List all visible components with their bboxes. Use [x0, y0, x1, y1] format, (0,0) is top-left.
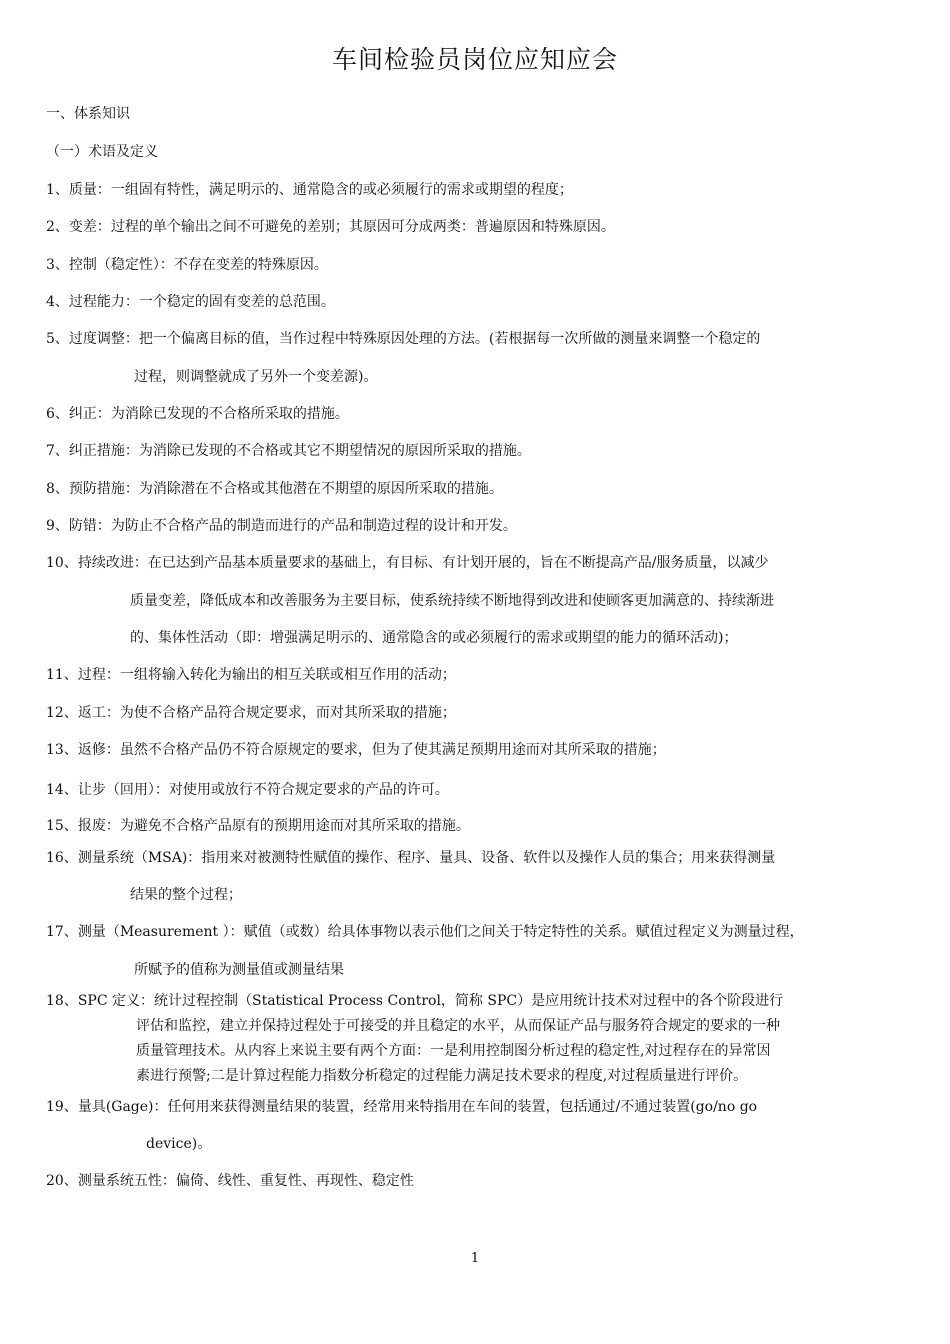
list-item: 11、过程：一组将输入转化为输出的相互关联或相互作用的活动； — [46, 667, 456, 683]
list-item: 19、量具(Gage)：任何用来获得测量结果的装置，经常用来特指用在车间的装置，包括通过/不通过装置(go/no go — [46, 1099, 758, 1115]
list-item-continuation: 素进行预警;二是计算过程能力指数分析稳定的过程能力满足技术要求的程度,对过程质量进行评价。 — [136, 1068, 748, 1084]
list-item: 13、返修：虽然不合格产品仍不符合原规定的要求，但为了使其满足预期用途而对其所采取的措施； — [46, 742, 666, 758]
list-item: 5、过度调整：把一个偏离目标的值，当作过程中特殊原因处理的方法。(若根据每一次所做的测量来调整一个稳定的 — [46, 331, 761, 347]
section-heading: 一、体系知识 — [46, 106, 130, 122]
list-item-continuation: 过程，则调整就成了另外一个变差源)。 — [134, 369, 378, 385]
list-item: 12、返工：为使不合格产品符合规定要求，而对其所采取的措施； — [46, 705, 456, 721]
list-item: 4、过程能力：一个稳定的固有变差的总范围。 — [46, 294, 335, 310]
list-item-continuation: 质量管理技术。从内容上来说主要有两个方面：一是利用控制图分析过程的稳定性,对过程存在的异常因 — [136, 1043, 771, 1059]
list-item-continuation: 评估和监控，建立并保持过程处于可接受的并且稳定的水平，从而保证产品与服务符合规定的要求的一种 — [136, 1018, 780, 1034]
list-item: 6、纠正：为消除已发现的不合格所采取的措施。 — [46, 406, 349, 422]
document-title: 车间检验员岗位应知应会 — [331, 45, 618, 74]
list-item: 16、测量系统（MSA)：指用来对被测特性赋值的操作、程序、量具、设备、软件以及操作人员的集合；用来获得测量 — [46, 850, 776, 866]
list-item: 10、持续改进：在已达到产品基本质量要求的基础上，有目标、有计划开展的，旨在不断提高产品/服务质量，以减少 — [46, 555, 769, 571]
list-item-continuation: 结果的整个过程； — [130, 887, 242, 903]
list-item: 17、测量（Measurement ）：赋值（或数）给具体事物以表示他们之间关于特定特性的关系。赋值过程定义为测量过程， — [46, 924, 804, 940]
list-item: 8、预防措施：为消除潜在不合格或其他潜在不期望的原因所采取的措施。 — [46, 481, 503, 497]
list-item-continuation: 的、集体性活动（即：增强满足明示的、通常隐含的或必须履行的需求或期望的能力的循环活动)； — [130, 630, 738, 646]
list-item-continuation: device)。 — [146, 1136, 212, 1152]
page-number: 1 — [470, 1251, 480, 1266]
list-item: 18、SPC 定义：统计过程控制（Statistical Process Control，简称 SPC）是应用统计技术对过程中的各个阶段进行 — [46, 993, 784, 1009]
list-item: 14、让步（回用）：对使用或放行不符合规定要求的产品的许可。 — [46, 782, 449, 798]
list-item-continuation: 质量变差，降低成本和改善服务为主要目标，使系统持续不断地得到改进和使顾客更加满意的、持续渐进 — [130, 593, 774, 609]
list-item: 15、报废：为避免不合格产品原有的预期用途而对其所采取的措施。 — [46, 818, 470, 834]
list-item: 3、控制（稳定性）：不存在变差的特殊原因。 — [46, 257, 328, 273]
list-item: 2、变差：过程的单个输出之间不可避免的差别；其原因可分成两类：普遍原因和特殊原因。 — [46, 219, 615, 235]
list-item: 9、防错：为防止不合格产品的制造而进行的产品和制造过程的设计和开发。 — [46, 518, 517, 534]
subsection-heading: （一）术语及定义 — [46, 144, 158, 160]
list-item-continuation: 所赋予的值称为测量值或测量结果 — [134, 962, 344, 978]
list-item: 1、质量：一组固有特性，满足明示的、通常隐含的或必须履行的需求或期望的程度； — [46, 182, 573, 198]
list-item: 7、纠正措施：为消除已发现的不合格或其它不期望情况的原因所采取的措施。 — [46, 443, 531, 459]
list-item: 20、测量系统五性：偏倚、线性、重复性、再现性、稳定性 — [46, 1173, 414, 1189]
